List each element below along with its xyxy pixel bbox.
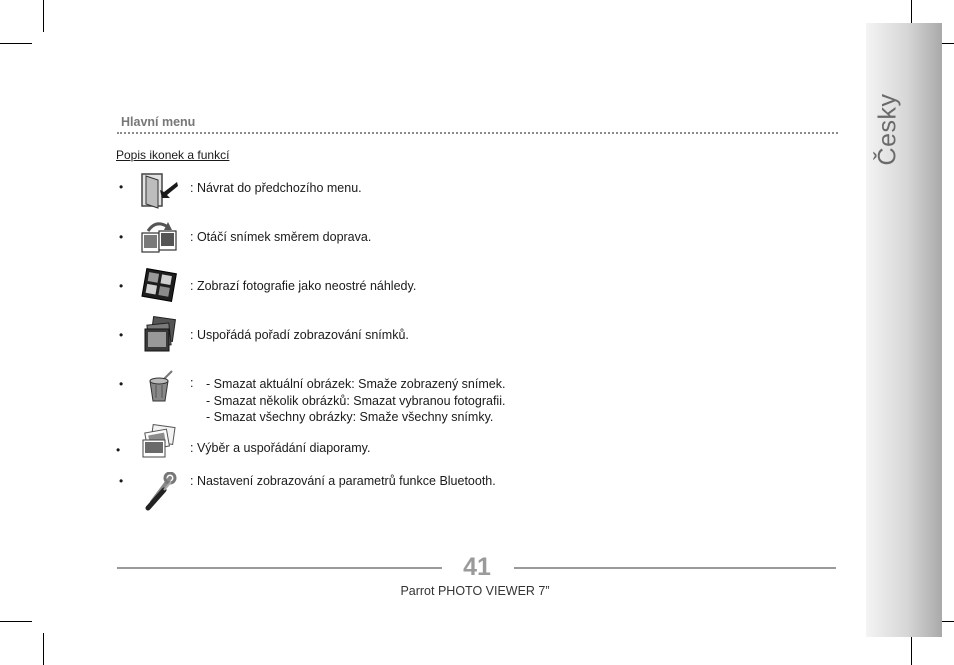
delete-option: - Smazat všechny obrázky: Smaže všechny snímky. <box>206 410 494 424</box>
trash-icon <box>140 365 178 403</box>
delete-option: - Smazat několik obrázků: Smazat vybranou fotografii. <box>206 393 506 408</box>
bullet: • <box>119 377 124 391</box>
footer-line-left <box>117 567 442 569</box>
wrench-screwdriver-icon <box>140 472 178 512</box>
item-text <box>190 376 505 426</box>
item-text: : Výběr a uspořádání diaporamy. <box>190 441 371 455</box>
bullet: • <box>119 474 124 488</box>
exit-door-icon <box>140 172 178 210</box>
item-text: : Uspořádá pořadí zobrazování snímků. <box>190 328 409 342</box>
bullet: • <box>119 230 124 244</box>
product-name: Parrot PHOTO VIEWER 7” <box>400 584 550 598</box>
delete-option: - Smazat aktuální obrázek: Smaže zobrazený snímek. <box>206 377 506 391</box>
item-colon: : <box>190 376 194 390</box>
language-label-text: Česky <box>873 93 902 165</box>
bullet: • <box>116 443 121 457</box>
item-text: : Návrat do předchozího menu. <box>190 181 362 195</box>
item-text: : Nastavení zobrazování a parametrů funkce Bluetooth. <box>190 474 496 488</box>
crop-mark <box>43 0 44 32</box>
bullet: • <box>119 328 124 342</box>
dotted-divider <box>117 132 838 134</box>
photo-stack-icon <box>140 316 178 354</box>
crop-mark <box>0 43 32 44</box>
item-text: : Otáčí snímek směrem doprava. <box>190 230 372 244</box>
bullet: • <box>119 279 124 293</box>
language-label <box>868 89 908 169</box>
subtitle: Popis ikonek a funkcí <box>116 148 230 162</box>
page-number: 41 <box>463 553 491 581</box>
thumbnails-icon <box>140 267 178 305</box>
slideshow-icon <box>140 424 178 462</box>
footer-line-right <box>514 567 836 569</box>
section-title: Hlavní menu <box>121 115 196 129</box>
crop-mark <box>911 633 912 665</box>
bullet: • <box>119 180 124 194</box>
rotate-photo-icon <box>140 218 178 256</box>
crop-mark <box>43 633 44 665</box>
item-text: : Zobrazí fotografie jako neostré náhledy. <box>190 279 417 293</box>
crop-mark <box>0 621 32 622</box>
